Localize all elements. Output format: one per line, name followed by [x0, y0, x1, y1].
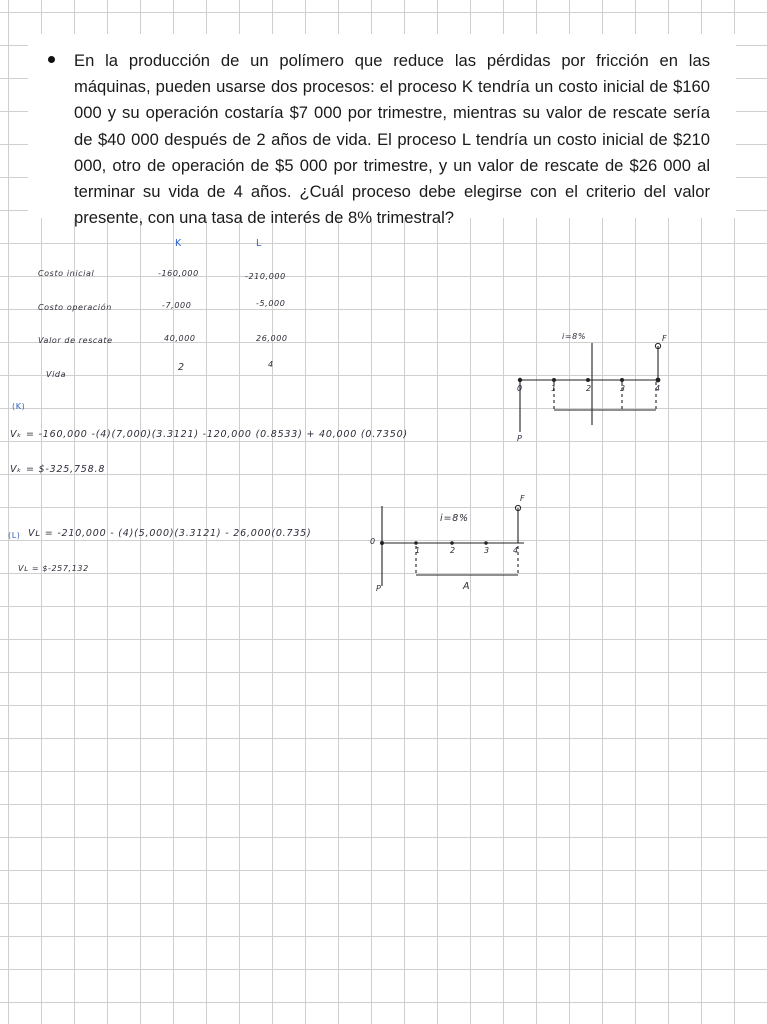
cell-k-vida: 2 — [178, 362, 185, 373]
rate-l: i=8% — [440, 513, 469, 524]
tick-k-0: 0 — [517, 384, 523, 393]
f-label-k: F — [662, 334, 668, 343]
tick-l-4: 4 — [513, 546, 519, 555]
header-l: L — [256, 238, 263, 249]
p-label-l: P — [376, 584, 382, 593]
tick-k-3: 3 — [620, 384, 626, 393]
row-label-costo-inicial: Costo inicial — [38, 269, 95, 278]
tick-l-1: 1 — [415, 546, 421, 555]
tick-k-1: 1 — [551, 384, 557, 393]
f-label-l: F — [520, 494, 526, 503]
equation-l: Vʟ = -210,000 - (4)(5,000)(3.3121) - 26,000(0.735) — [28, 528, 312, 539]
cell-l-costo-operacion: -5,000 — [256, 299, 286, 308]
row-label-valor-rescate: Valor de rescate — [38, 336, 113, 345]
tick-k-4: 4 — [655, 384, 661, 393]
a-label-l: A — [463, 581, 471, 592]
label-k: (K) — [12, 402, 26, 411]
result-k: Vₖ = $-325,758.8 — [10, 464, 106, 475]
rate-k: i=8% — [562, 332, 587, 341]
cell-k-costo-operacion: -7,000 — [162, 301, 192, 310]
result-l: Vʟ = $-257,132 — [18, 564, 89, 573]
label-l: (L) — [8, 531, 21, 540]
cell-l-costo-inicial: -210,000 — [245, 272, 286, 281]
row-label-costo-operacion: Costo operación — [38, 303, 112, 312]
tick-l-2: 2 — [450, 546, 456, 555]
problem-text: En la producción de un polímero que reduce las pérdidas por fricción en las máquinas, pueden usarse dos procesos: el proceso K tendría un costo inicial de $160 000 y su operación costaría $7 000 por trimestre, mientras su valor de rescate sería de $40 000 después de 2 años de vida. El proceso L tendría un costo inicial de $210 000, otro de operación de $5 000 por trimestre, y un valor de rescate de $26 000 al terminar su vida de 4 años. ¿Cuál proceso debe elegirse con el criterio del valor presente, con una tasa de interés de 8% trimestral? — [74, 51, 710, 228]
cell-k-valor-rescate: 40,000 — [164, 334, 196, 343]
cell-k-costo-inicial: -160,000 — [158, 269, 199, 278]
p-label-k: P — [517, 434, 523, 443]
row-label-vida: Vida — [46, 370, 67, 379]
equation-k: Vₖ = -160,000 -(4)(7,000)(3.3121) -120,000 (0.8533) + 40,000 (0.7350) — [10, 429, 408, 440]
tick-l-0: 0 — [370, 537, 376, 546]
header-k: K — [175, 238, 183, 249]
tick-k-2: 2 — [586, 384, 592, 393]
cell-l-valor-rescate: 26,000 — [256, 334, 288, 343]
tick-l-3: 3 — [484, 546, 490, 555]
cell-l-vida: 4 — [268, 360, 274, 369]
